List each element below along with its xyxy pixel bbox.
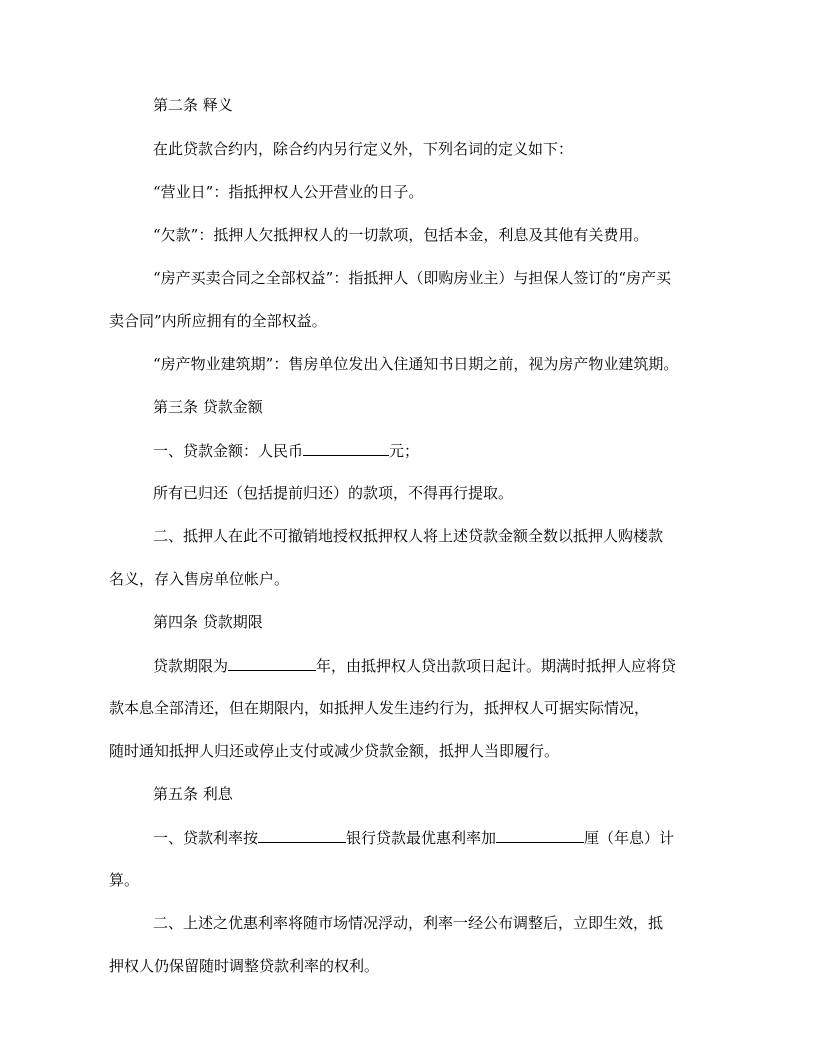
loan-amount-line (153, 440, 419, 460)
definition-debt: “欠款”：抵押人欠抵押权人的一切款项，包括本金，利息及其他有关费用。 (153, 226, 649, 244)
article-3-heading: 第三条 贷款金额 (153, 398, 263, 416)
interest-rate-label: 一、贷款利率按 (153, 829, 259, 847)
article-2-heading: 第二条 释义 (153, 96, 233, 114)
repaid-amount-note: 所有已归还（包括提前归还）的款项，不得再行提取。 (153, 484, 514, 502)
loan-amount-label: 一、贷款金额：人民币 (153, 442, 304, 460)
article-4-heading: 第四条 贷款期限 (153, 613, 263, 631)
definition-construction-period: “房产物业建筑期”：售房单位发出入住通知书日期之前，视为房产物业建筑期。 (153, 355, 679, 373)
interest-margin-blank (496, 827, 584, 843)
article-5-item-2-line-2: 押权人仍保留随时调整贷款利率的权利。 (109, 957, 380, 975)
loan-term-blank (228, 655, 316, 671)
interest-rate-line-1 (153, 827, 674, 847)
definition-contract-rights-line-1: “房产买卖合同之全部权益”：指抵押人（即购房业主）与担保人签订的“房产买 (153, 269, 672, 287)
article-5-heading: 第五条 利息 (153, 785, 233, 803)
interest-rate-end-text: 厘（年息）计 (584, 829, 675, 847)
definition-business-day: “营业日”：指抵押权人公开营业的日子。 (153, 183, 424, 201)
definition-contract-rights-line-2: 卖合同”内所应拥有的全部权益。 (109, 312, 327, 330)
interest-rate-mid-text: 银行贷款最优惠利率加 (346, 829, 497, 847)
article-3-item-2-line-2: 名义，存入售房单位帐户。 (109, 570, 290, 588)
interest-rate-line-2: 算。 (109, 871, 140, 889)
loan-term-line-2: 款本息全部清还，但在期限内，如抵押人发生违约行为，抵押权人可据实际情况， (109, 699, 650, 717)
loan-amount-blank (303, 440, 389, 456)
loan-term-line-3: 随时通知抵押人归还或停止支付或减少贷款金额，抵押人当即履行。 (109, 742, 560, 760)
article-5-item-2-line-1: 二、上述之优惠利率将随市场情况浮动，利率一经公布调整后，立即生效，抵 (153, 914, 664, 932)
article-2-intro: 在此贷款合约内，除合约内另行定义外，下列名词的定义如下： (153, 140, 574, 158)
loan-amount-unit: 元； (389, 442, 420, 460)
loan-term-text: 年，由抵押权人贷出款项日起计。期满时抵押人应将贷 (316, 657, 677, 675)
loan-term-label: 贷款期限为 (153, 657, 229, 675)
bank-name-blank (258, 827, 346, 843)
article-3-item-2-line-1: 二、抵押人在此不可撤销地授权抵押权人将上述贷款金额全数以抵押人购楼款 (153, 527, 664, 545)
loan-term-line-1 (153, 655, 676, 675)
